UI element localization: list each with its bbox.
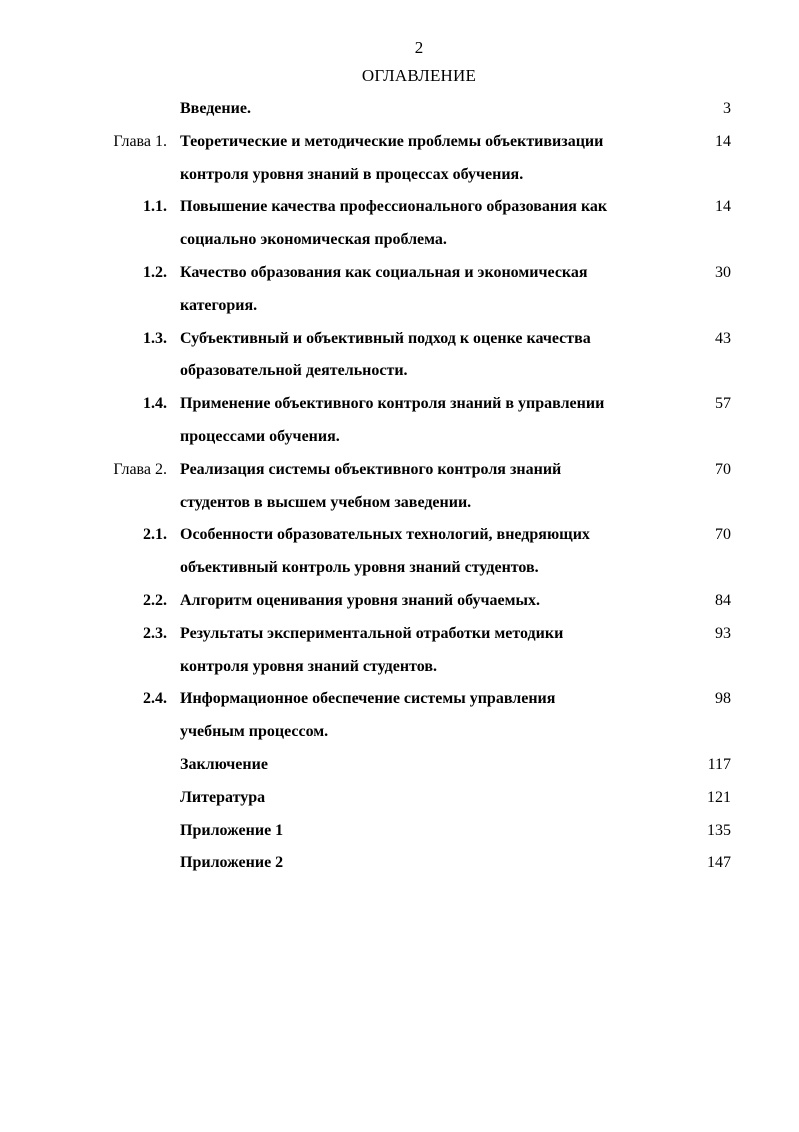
toc-entry-title — [180, 850, 695, 883]
toc-entry-title — [180, 96, 695, 129]
toc-entry-title-line: образовательной деятельности. — [180, 362, 408, 380]
toc-entry-title-line: Результаты экспериментальной отработки методики — [180, 624, 564, 642]
toc-entry-title — [180, 260, 695, 326]
toc-entry — [0, 260, 799, 326]
toc-entry-title — [180, 522, 695, 588]
toc-entry-title — [180, 391, 695, 457]
toc-page-number: 43 — [715, 329, 731, 347]
toc-entry — [0, 588, 799, 621]
toc-entry-title-line: Приложение 2 — [180, 854, 284, 872]
chapter-number: Глава 2. — [113, 460, 167, 478]
toc-entry — [0, 326, 799, 392]
toc-entry-title-line: студентов в высшем учебном заведении. — [180, 493, 472, 511]
toc-entry-title-line: контроля уровня знаний студентов. — [180, 657, 437, 675]
toc-entry-title-line: процессами обучения. — [180, 427, 340, 445]
toc-entry-title-line: Повышение качества профессионального образования как — [180, 198, 608, 216]
toc-entry — [0, 391, 799, 457]
toc-entry-title — [180, 194, 695, 260]
toc-entry-title — [180, 129, 695, 195]
section-number: 1.2. — [143, 263, 167, 281]
toc-entry-title-line: контроля уровня знаний в процессах обучения. — [180, 165, 524, 183]
toc-entry — [0, 686, 799, 752]
toc-entry-title-line: Особенности образовательных технологий, внедряющих — [180, 526, 590, 544]
toc-page-number: 84 — [715, 591, 731, 609]
toc-entry — [0, 785, 799, 818]
toc-entry — [0, 850, 799, 883]
toc-entry — [0, 457, 799, 523]
toc-entry-title-line: учебным процессом. — [180, 723, 329, 741]
toc-entry-title-line: Приложение 1 — [180, 821, 284, 839]
toc-page-number: 93 — [715, 624, 731, 642]
toc-page-number: 57 — [715, 395, 731, 413]
toc-entry-title — [180, 686, 695, 752]
toc-page-number: 121 — [707, 788, 731, 806]
toc-page-number: 70 — [715, 526, 731, 544]
toc-page-number: 3 — [723, 100, 731, 117]
toc-entry-title-line: Алгоритм оценивания уровня знаний обучаемых. — [180, 591, 540, 609]
toc-entry-title-line: Теоретические и методические проблемы объективизации — [180, 132, 604, 150]
toc-entry-title — [180, 785, 695, 818]
toc-entry — [0, 818, 799, 851]
toc-entry-title — [180, 752, 695, 785]
table-of-contents — [0, 96, 799, 883]
section-number: 2.3. — [143, 624, 167, 642]
toc-page-number: 70 — [715, 460, 731, 478]
toc-entry — [0, 129, 799, 195]
section-number: 2.4. — [143, 690, 167, 708]
toc-title: ОГЛАВЛЕНИЕ — [361, 66, 477, 85]
toc-page-number: 98 — [715, 690, 731, 708]
section-number: 1.1. — [143, 198, 167, 216]
toc-entry-title — [180, 457, 695, 523]
toc-entry-title-line: Введение. — [180, 100, 251, 117]
toc-entry — [0, 522, 799, 588]
section-number: 1.3. — [143, 329, 167, 347]
toc-entry-title — [180, 326, 695, 392]
toc-entry-title-line: Информационное обеспечение системы управления — [180, 690, 556, 708]
toc-page-number: 14 — [715, 132, 731, 150]
toc-page-number: 30 — [715, 263, 731, 281]
toc-entry — [0, 621, 799, 687]
toc-entry — [0, 194, 799, 260]
toc-entry-title — [180, 621, 695, 687]
chapter-number: Глава 1. — [113, 132, 167, 150]
toc-entry-title-line: социально экономическая проблема. — [180, 231, 447, 249]
toc-entry-title-line: Применение объективного контроля знаний в управлении — [180, 395, 605, 413]
toc-entry-title-line: Качество образования как социальная и экономическая — [180, 263, 588, 281]
toc-page-number: 117 — [707, 755, 731, 773]
toc-entry-title-line: Заключение — [180, 755, 268, 773]
section-number: 2.1. — [143, 526, 167, 544]
page-number: 2 — [414, 38, 424, 57]
toc-page-number: 135 — [707, 821, 731, 839]
toc-page-number: 14 — [715, 198, 731, 216]
toc-entry-title — [180, 588, 695, 621]
toc-page-number: 147 — [707, 854, 731, 872]
toc-entry — [0, 96, 799, 129]
toc-entry-title-line: Реализация системы объективного контроля знаний — [180, 460, 562, 478]
toc-entry-title-line: Литература — [180, 788, 266, 806]
toc-entry — [0, 752, 799, 785]
toc-entry-title-line: Субъективный и объективный подход к оценке качества — [180, 329, 591, 347]
toc-entry-title-line: категория. — [180, 296, 258, 314]
toc-entry-title-line: объективный контроль уровня знаний студентов. — [180, 559, 539, 577]
section-number: 1.4. — [143, 395, 167, 413]
section-number: 2.2. — [143, 591, 167, 609]
toc-entry-title — [180, 818, 695, 851]
